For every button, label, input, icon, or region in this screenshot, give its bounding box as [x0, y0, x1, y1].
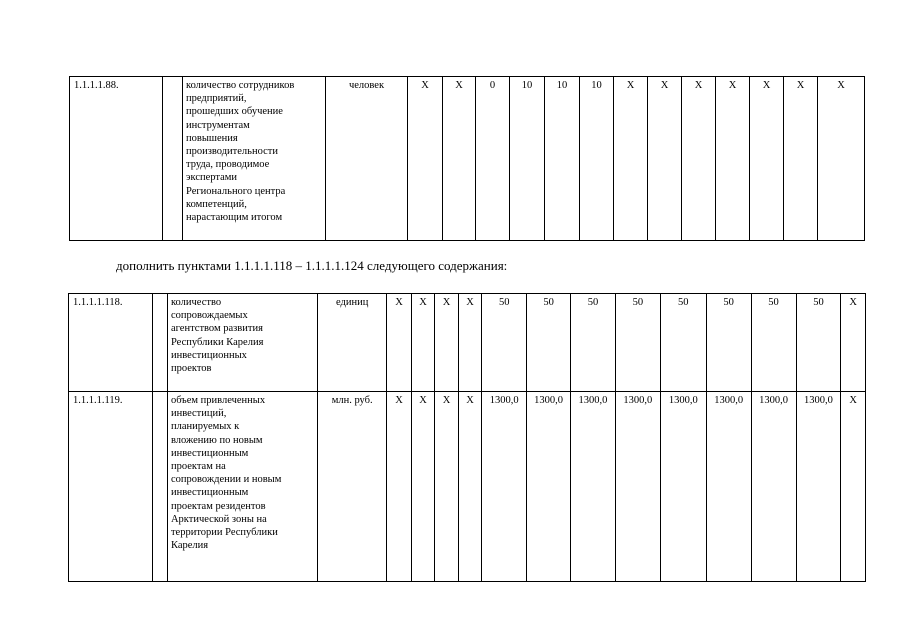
indicator-description: объем привлеченных инвестиций, планируемых к вложению по новым инвестиционным проектам на сопровождении и новым инвестиционным проектам резидентов Арктической зоны на территории Республики Карелия [167, 392, 317, 582]
value-cell: X [411, 294, 434, 392]
value-cell: X [387, 392, 411, 582]
value-cell: X [784, 77, 818, 241]
indicator-description: количество сотрудников предприятий, прошедших обучение инструментам повышения производительности труда, проводимое экспертами Регионального центра компетенций, нарастающим итогом [183, 77, 326, 241]
value-cell: 10 [545, 77, 580, 241]
spacer-cell [163, 77, 183, 241]
indicator-table-2 [68, 293, 866, 582]
unit-cell: млн. руб. [317, 392, 386, 582]
amendment-intro-text: дополнить пунктами 1.1.1.1.118 – 1.1.1.1.124 следующего содержания: [116, 258, 508, 273]
table-row [69, 392, 866, 582]
value-cell: 1300,0 [571, 392, 616, 582]
value-cell: 50 [527, 294, 571, 392]
value-cell: 50 [751, 294, 796, 392]
unit-cell: человек [326, 77, 408, 241]
value-cell: 1300,0 [751, 392, 796, 582]
value-cell: 50 [482, 294, 527, 392]
value-cell: X [387, 294, 411, 392]
value-cell: X [716, 77, 750, 241]
item-number: 1.1.1.1.119. [69, 392, 153, 582]
value-cell: 1300,0 [615, 392, 660, 582]
value-cell: 1300,0 [796, 392, 841, 582]
value-cell: 1300,0 [660, 392, 706, 582]
value-cell: 50 [660, 294, 706, 392]
value-cell: 1300,0 [527, 392, 571, 582]
value-cell: 10 [510, 77, 545, 241]
value-cell: 50 [615, 294, 660, 392]
value-cell: 0 [476, 77, 510, 241]
value-cell: 50 [706, 294, 751, 392]
value-cell: X [458, 392, 481, 582]
value-cell: 10 [580, 77, 614, 241]
table-row [69, 294, 866, 392]
value-cell: X [458, 294, 481, 392]
value-cell: X [435, 392, 458, 582]
value-cell: 1300,0 [706, 392, 751, 582]
value-cell: X [411, 392, 434, 582]
unit-cell: единиц [317, 294, 386, 392]
value-cell: X [648, 77, 682, 241]
value-cell: X [443, 77, 476, 241]
value-cell: X [682, 77, 716, 241]
value-cell: X [750, 77, 784, 241]
value-cell: X [818, 77, 865, 241]
value-cell: X [435, 294, 458, 392]
value-cell: X [408, 77, 443, 241]
spacer-cell [152, 392, 167, 582]
item-number: 1.1.1.1.118. [69, 294, 153, 392]
value-cell: X [614, 77, 648, 241]
indicator-table-1 [69, 76, 865, 241]
value-cell: 1300,0 [482, 392, 527, 582]
item-number: 1.1.1.1.88. [70, 77, 163, 241]
indicator-description: количество сопровождаемых агентством развития Республики Карелия инвестиционных проектов [167, 294, 317, 392]
value-cell: X [841, 392, 866, 582]
table-row [70, 77, 865, 241]
value-cell: X [841, 294, 866, 392]
value-cell: 50 [571, 294, 616, 392]
value-cell: 50 [796, 294, 841, 392]
spacer-cell [152, 294, 167, 392]
